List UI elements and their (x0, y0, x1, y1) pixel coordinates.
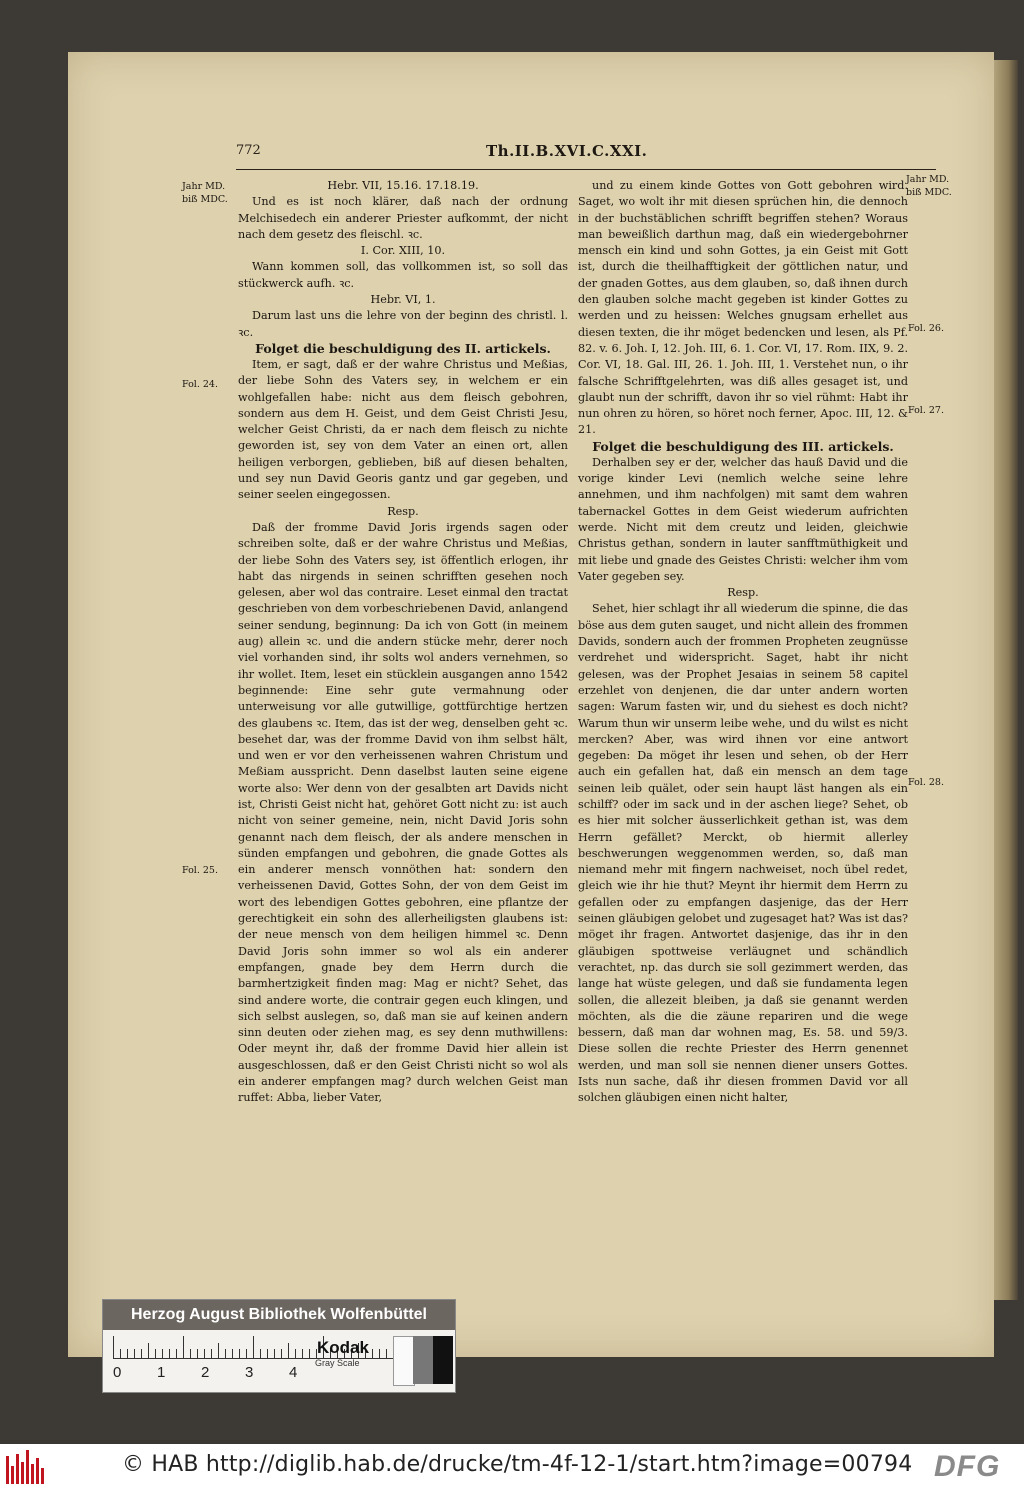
paragraph: Item, er sagt, daß er der wahre Christus und Meßias, der liebe Sohn des Vaters sey, in welchem er ein wohlgefallen habe: nicht aus dem fleisch gebohren, sondern aus dem H. Geist, und dem Geist Christi Jesu, welcher Geist Christi, da er nach dem fleisch zu nichte geworden ist, sey von dem Vater an einen ort, allen heiligen verborgen, geblieben, biß auf diesen behalten, und sey nun David Georis gantz und gar gegeben, und seiner seelen eingegossen. (238, 357, 568, 502)
margin-note-fol28: Fol. 28. (908, 777, 944, 788)
text-column-right (578, 178, 908, 1107)
margin-note-fol25: Fol. 25. (182, 865, 218, 876)
paragraph: Und es ist noch klärer, daß nach der ordnung Melchisedech ein anderer Priester aufkommt, der nicht nach dem gesetz des fleischl. ꝛc. (238, 195, 568, 241)
ruler-number: 4 (289, 1364, 298, 1381)
ruler-tick (295, 1349, 296, 1358)
library-name: Herzog August Bibliothek Wolfenbüttel (103, 1300, 455, 1330)
ruler-tick (253, 1336, 254, 1358)
ruler-tick (281, 1349, 282, 1358)
gray-scale-label: Gray Scale (315, 1358, 360, 1368)
ruler-tick (141, 1349, 142, 1358)
citation-line: Resp. (727, 586, 759, 600)
citation-line: Hebr. VI, 1. (370, 293, 436, 307)
citation-line: Hebr. VII, 15.16. 17.18.19. (327, 179, 479, 192)
ruler-tick (302, 1349, 303, 1358)
section-heading: Folget die beschuldigung des III. artickels. (592, 438, 894, 454)
color-calibration-chart (102, 1299, 456, 1393)
ruler-tick (218, 1343, 219, 1358)
paragraph: und zu einem kinde Gottes von Gott gebohren wird. Saget, wo wolt ihr mit diesen sprüchen hin, die dennoch in der buchstäblichen schrifft begriffen stehen? Woraus man beweißlich darthun mag, daß ein wiedergebohrner mensch ein kind und sohn Gottes, ja ein Geist mit Gott ist, durch die theilhafftigkeit der göttlichen natur, und der gnaden Gottes, aus dem glauben, so, daß ihnen durch den glauben solche macht gegeben ist kinder Gottes zu werden und zu heissen: Welches gnugsam erhellet aus diesen texten, die ihr möget bedencken und lesen, als Pf. 82. v. 6. Joh. I, 12. Joh. III, 6. 1. Cor. VI, 17. Rom. IIX, 9. 2. Cor. VI, 18. Gal. III, 26. 1. Joh. III, 1. Verstehet nun, o ihr falsche Schrifftgelehrten, was diß alles gesaget ist, und glaubt nun der schrifft, davon ihr so viel rühmt: Habt ihr nun ohren zu hören, so höret noch ferner, Apoc. III, 12. & 21. (578, 179, 908, 437)
ruler-tick (176, 1349, 177, 1358)
margin-note-fol26: Fol. 26. (908, 323, 944, 334)
margin-note-fol27: Fol. 27. (908, 405, 944, 416)
margin-note-year-left: Jahr MD. biß MDC. (182, 181, 228, 205)
ruler-tick (169, 1349, 170, 1358)
ruler-tick (197, 1349, 198, 1358)
ruler-tick (309, 1349, 310, 1358)
ruler-number: 3 (245, 1364, 254, 1381)
next-page-edge (994, 60, 1018, 1300)
ruler-tick (155, 1349, 156, 1358)
footer-bar (0, 1444, 1024, 1489)
ruler-tick (162, 1349, 163, 1358)
ruler-tick (211, 1349, 212, 1358)
dfg-logo: DFG (934, 1450, 1001, 1483)
gray-patches (383, 1336, 443, 1386)
text-column-left (238, 178, 568, 1107)
ruler-tick (246, 1349, 247, 1358)
section-heading: Folget die beschuldigung des II. artickels. (255, 340, 551, 356)
citation-line: I. Cor. XIII, 10. (360, 244, 446, 258)
paragraph: Wann kommen soll, das vollkommen ist, so soll das stückwerck aufh. ꝛc. (238, 260, 568, 290)
running-head: Th.II.B.XVI.C.XXI. (486, 142, 648, 160)
citation-line: Resp. (387, 504, 419, 518)
ruler-tick (134, 1349, 135, 1358)
hab-logo-icon (6, 1450, 46, 1484)
ruler-tick (274, 1349, 275, 1358)
footer-copyright-link[interactable]: © HAB http://diglib.hab.de/drucke/tm-4f-12-1/start.htm?image=00794 (122, 1452, 913, 1477)
ruler-tick (127, 1349, 128, 1358)
margin-note-fol24: Fol. 24. (182, 379, 218, 390)
ruler-tick (260, 1349, 261, 1358)
ruler-tick (267, 1349, 268, 1358)
paragraph: Daß der fromme David Joris irgends sagen oder schreiben solte, daß er der wahre Christus und Meßias, der liebe Sohn des Vaters sey, ist öffentlich erlogen, ihr habt das nirgends in seinen schrifften gesehen noch gelesen, aber wol das contraire. Leset einmal den tractat geschrieben von dem vorbeschriebenen David, anlangend seiner sendung, beginnung: Da ich von Gott (in meinem aug) allein ꝛc. und die andern stücke mehr, derer noch viel vorhanden sind, ihr solts wol anders vernehmen, so ihr wollet. Item, leset ein stücklein ausgangen anno 1542 beginnende: Eine sehr gute vermahnung oder unterweisung vor alle gutwillige, gottfürchtige hertzen des glaubens ꝛc. Item, das ist der weg, denselben geht ꝛc. besehet dar, was der fromme David von ihm selbst hält, und wen er vor den verheissenen wahren Christum und Meßiam ausspricht. Denn daselbst lauten seine eigene worte also: Wer denn von der gesalbten art Davids nicht ist, Christi Geist nicht hat, gehöret Gott nicht zu: ist auch nicht von seiner gemeine, nein, nicht David Joris sohn genannt nach dem fleisch, der als andere menschen in sünden empfangen und gebohren, die gnade Gottes als ein anderer mensch vonnöthen hat: sondern den verheissenen David, Gottes Sohn, der von dem Geist im wort des lebendigen Gottes gebohren, eine pflantze der gerechtigkeit ein sohn des allerheiligsten glaubens ist: der neue mensch von dem heiligen himmel ꝛc. Denn David Joris sohn immer so wol als ein anderer empfangen, gnade bey dem Herrn durch die barmhertzigkeit finden mag: Mag er nicht? Sehet, das sind andere worte, die contrair gegen euch klingen, und sich selbst auslegen, so, daß man sie auf keinen andern sinn deuten oder ziehen mag, es sey denn muthwillens: Oder meynt ihr, daß der fromme David hier allein ist ausgeschlossen, daß er den Geist Christi nicht so wol als ein anderer empfangen mag? durch welchen Geist man ruffet: Abba, lieber Vater, (238, 520, 568, 1105)
page-number: 772 (236, 143, 261, 158)
paragraph: Derhalben sey er der, welcher das hauß David und die vorige kinder Levi (nemlich welche seine lehre annehmen, und ihm nachfolgen) mit samt dem wahren tabernackel Gottes in dem Geist wiederum aufrichten werde. Nicht mit dem creutz und leiden, gleichwie Christus gethan, sondern in lauter sanfftmüthigkeit und mit liebe und gnade des Geistes Christi: welcher ihm vom Vater gegeben sey. (578, 455, 908, 583)
ruler-tick (148, 1343, 149, 1358)
ruler-tick (372, 1349, 373, 1358)
margin-note-year-right: Jahr MD. biß MDC. (906, 174, 952, 198)
ruler-tick (190, 1349, 191, 1358)
kodak-brand: Kodak (317, 1338, 369, 1357)
ruler-tick (288, 1343, 289, 1358)
paragraph: Sehet, hier schlagt ihr all wiederum die spinne, die das böse aus dem guten sauget, und nicht allein des frommen Davids, sondern auch der frommen Propheten zeugnüsse verdrehet und widerspricht. Saget, habt ihr nicht gelesen, was der Prophet Jesaias in seinem 58 capitel erzehlet von denjenen, die dar unter andern worten sagen: Warum fasten wir, und du siehest es doch nicht? Warum thun wir unserm leibe wehe, und du wilst es nicht mercken? Aber, was wird ihnen vor eine antwort gegeben: Da möget ihr lesen und sehen, ob der Herr auch ein gefallen hat, daß ein mensch an dem tage seinen leib quälet, oder sein haupt läst hangen als ein schilff? oder im sack und in der aschen liege? Sehet, ob es hier mit solcher äusserlichkeit gethan ist, was dem Herrn gefället? Merckt, ob hiermit allerley beschwerungen weggenommen werden, so, daß man niemand mehr mit fingern nachweiset, noch übel redet, gleich wie ihr hie thut? Meynt ihr hiermit dem Herrn zu gefallen oder zu empfangen dasjenige, das der Herr seinen gläubigen gelobet und zugesaget hat? Was ist das? möget ihr fragen. Antwortet dasjenige, das ihr in den gläubigen spottweise verläugnet und schändlich verachtet, np. das durch sie soll gezimmert werden, das lange hat wüste gelegen, und daß sie fundamenta legen sollen, die allezeit bleiben, ja daß sie genannt werden möchten, als die die zäune repariren und die wege bessern, daß man dar wohnen mag, Es. 58. und 59/3. Diese sollen die rechte Priester des Herrn genennet werden, und man soll sie nennen diener unsers Gottes. Ists nun sache, daß ihr diesen frommen David vor all solchen gläubigen einen nicht halter, (578, 602, 908, 1105)
ruler-tick (232, 1349, 233, 1358)
ruler-tick (204, 1349, 205, 1358)
page-header (236, 143, 936, 170)
paragraph: Darum last uns die lehre von der beginn des christl. l. ꝛc. (238, 309, 568, 339)
ruler-tick (120, 1349, 121, 1358)
ruler-tick (225, 1349, 226, 1358)
ruler-number: 1 (157, 1364, 166, 1381)
ruler-tick (379, 1349, 380, 1358)
ruler-number: 0 (113, 1364, 122, 1381)
ruler-tick (113, 1336, 114, 1358)
ruler-number: 2 (201, 1364, 210, 1381)
ruler-tick (239, 1349, 240, 1358)
ruler-tick (183, 1336, 184, 1358)
